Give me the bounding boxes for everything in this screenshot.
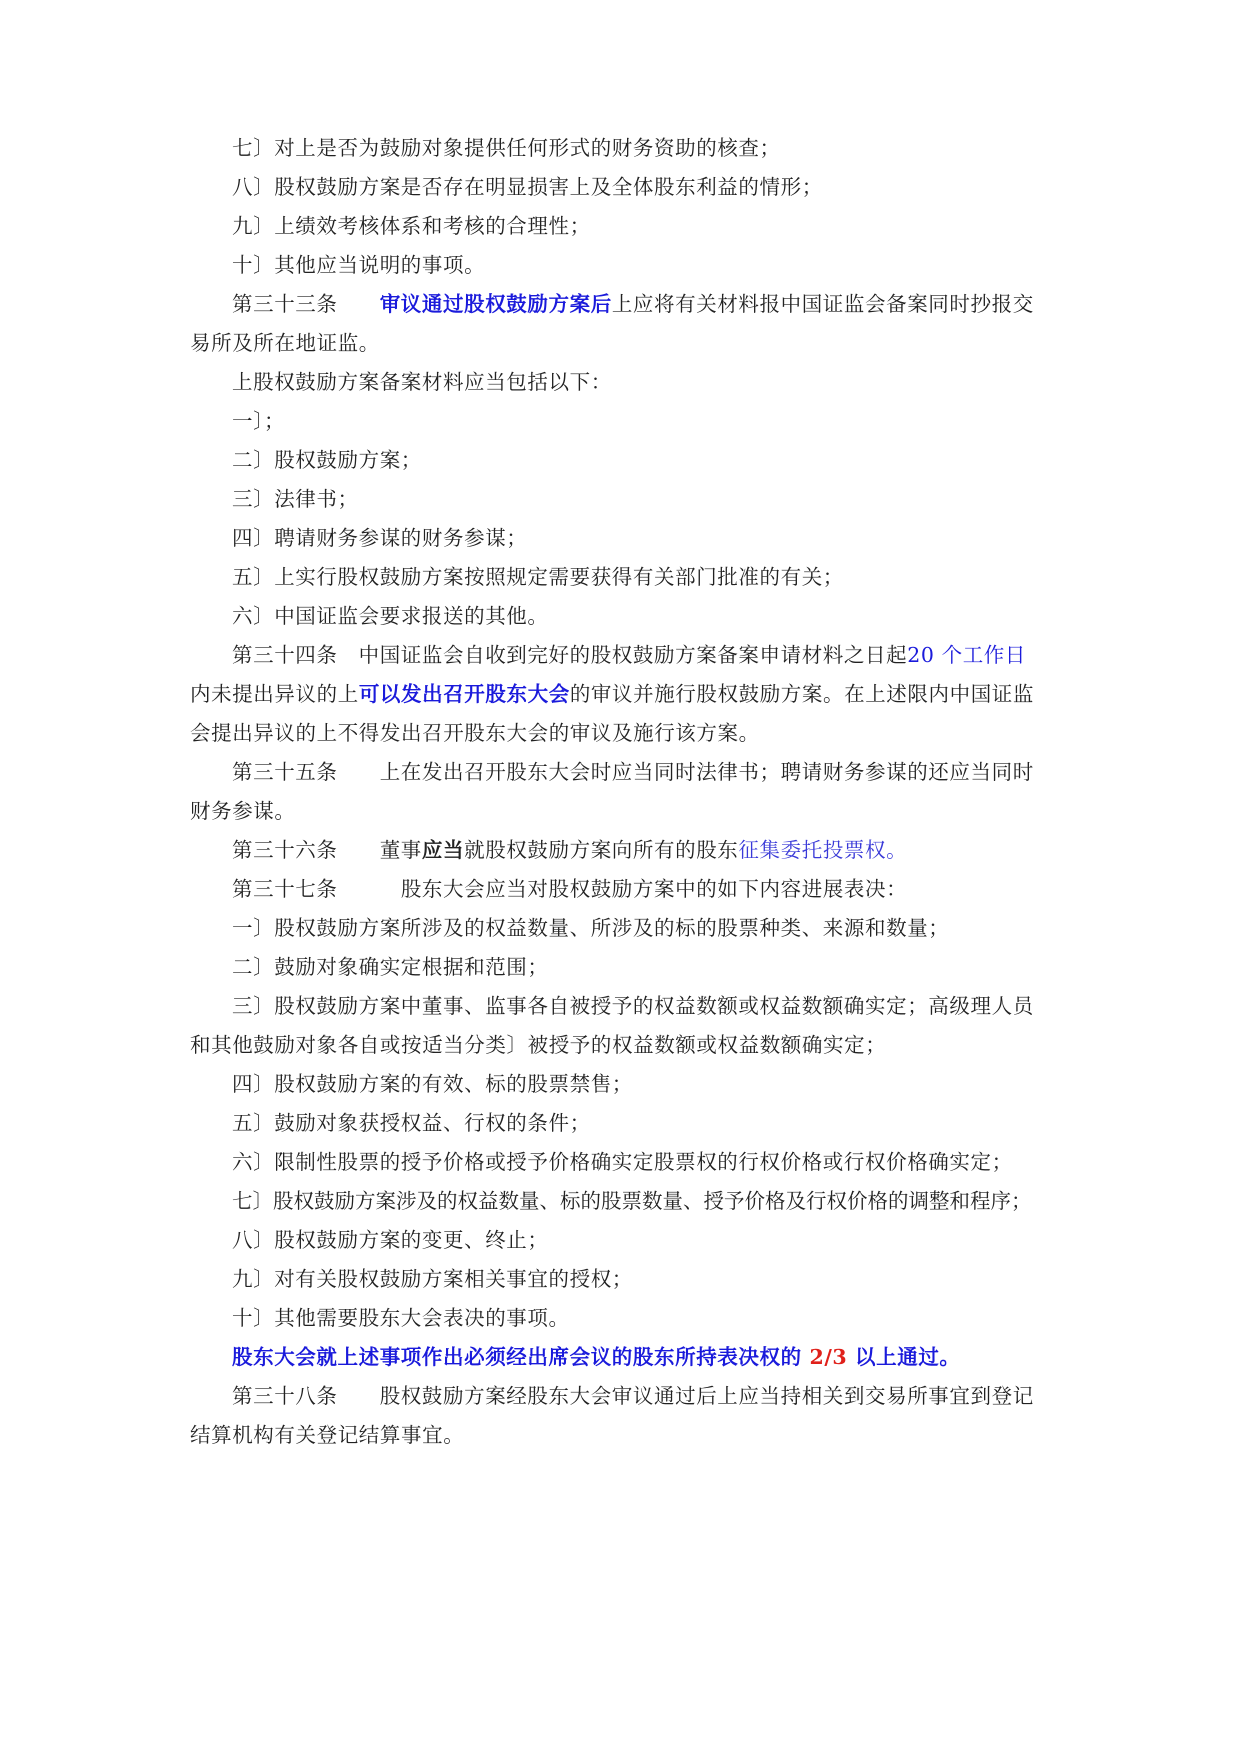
article-38-line-2: 结算机构有关登记结算事宜。: [190, 1423, 465, 1447]
article-34-text: 第三十四条 中国证监会自收到完好的股权鼓励方案备案申请材料之日起: [232, 643, 908, 667]
clause-item-10: 十〕其他应当说明的事项。: [232, 253, 486, 277]
article-36-highlight: 征集委托投票权。: [738, 838, 908, 862]
filing-item-1: 一〕；: [232, 409, 286, 433]
vote-item-7: 七〕股权鼓励方案涉及的权益数量、标的股票数量、授予价格及行权价格的调整和程序；: [232, 1189, 1032, 1213]
article-36-text-1: 董事: [379, 838, 422, 862]
article-33-line-2: 易所及所在地证监。: [190, 331, 380, 355]
article-34-line-2: [190, 681, 1034, 707]
vote-item-5: 五〕鼓励对象获授权益、行权的条件；: [232, 1111, 591, 1135]
article-38-text: 股权鼓励方案经股东大会审议通过后上应当持相关到交易所事宜到登记: [379, 1384, 1034, 1408]
article-35-line-1: [232, 759, 1034, 785]
filing-item-2: 二〕股权鼓励方案；: [232, 448, 422, 472]
article-37-number: 第三十七条: [232, 877, 338, 901]
filing-item-5: 五〕上实行股权鼓励方案按照规定需要获得有关部门批准的有关；: [232, 565, 844, 589]
article-38-line-1: [232, 1383, 1034, 1409]
filing-item-4: 四〕聘请财务参谋的财务参谋；: [232, 526, 528, 550]
article-33-highlight: 审议通过股权鼓励方案后: [379, 292, 612, 316]
article-36: [232, 837, 907, 863]
voting-threshold: [232, 1344, 961, 1370]
vote-item-3-line-1: 三〕股权鼓励方案中董事、监事各自被授予的权益数额或权益数额确实定；高级理人员: [232, 994, 1034, 1018]
article-34-days-highlight: 20 个工作日: [907, 643, 1027, 667]
vote-item-2: 二〕鼓励对象确实定根据和范围；: [232, 955, 549, 979]
vote-item-8: 八〕股权鼓励方案的变更、终止；: [232, 1228, 549, 1252]
article-33-line-1: [232, 291, 1034, 317]
vote-item-1: 一〕股权鼓励方案所涉及的权益数量、所涉及的标的股票种类、来源和数量；: [232, 916, 950, 940]
voting-threshold-ratio: 2/3: [809, 1345, 848, 1369]
article-35-text: 上在发出召开股东大会时应当同时法律书；聘请财务参谋的还应当同时: [379, 760, 1034, 784]
article-38-number: 第三十八条: [232, 1384, 338, 1408]
article-33-number: 第三十三条: [232, 292, 338, 316]
vote-item-4: 四〕股权鼓励方案的有效、标的股票禁售；: [232, 1072, 633, 1096]
article-34-text-2: 内未提出异议的上: [190, 682, 359, 706]
clause-item-8: 八〕股权鼓励方案是否存在明显损害上及全体股东利益的情形；: [232, 175, 823, 199]
voting-threshold-text: 股东大会就上述事项作出必须经出席会议的股东所持表决权的: [232, 1345, 802, 1369]
article-36-text-2: 就股权鼓励方案向所有的股东: [464, 838, 739, 862]
filing-item-3: 三〕法律书；: [232, 487, 359, 511]
article-37: [232, 876, 907, 902]
clause-item-9: 九〕上绩效考核体系和考核的合理性；: [232, 214, 591, 238]
vote-item-6: 六〕限制性股票的授予价格或授予价格确实定股票权的行权价格或行权价格确实定；: [232, 1150, 1013, 1174]
article-35-line-2: 财务参谋。: [190, 799, 296, 823]
vote-item-9: 九〕对有关股权鼓励方案相关事宜的授权；: [232, 1267, 633, 1291]
article-34-line-1: [232, 642, 1026, 668]
article-35-number: 第三十五条: [232, 760, 338, 784]
filing-item-6: 六〕中国证监会要求报送的其他。: [232, 604, 549, 628]
vote-item-3-line-2: 和其他鼓励对象各自或按适当分类〕被授予的权益数额或权益数额确实定；: [190, 1033, 887, 1057]
article-37-text: 股东大会应当对股权鼓励方案中的如下内容进展表决：: [400, 877, 908, 901]
vote-item-10: 十〕其他需要股东大会表决的事项。: [232, 1306, 570, 1330]
article-36-number: 第三十六条: [232, 838, 338, 862]
article-34-text-3: 的审议并施行股权鼓励方案。在上述限内中国证监: [569, 682, 1035, 706]
voting-threshold-text-2: 以上通过。: [855, 1345, 961, 1369]
article-33-text: 上应将有关材料报中国证监会备案同时抄报交: [611, 292, 1034, 316]
article-34-highlight: 可以发出召开股东大会: [358, 682, 570, 706]
article-36-bold: 应当: [421, 838, 465, 862]
clause-item-7: 七〕对上是否为鼓励对象提供任何形式的财务资助的核查；: [232, 136, 781, 160]
filing-materials-intro: 上股权鼓励方案备案材料应当包括以下：: [232, 370, 612, 394]
article-34-line-3: 会提出异议的上不得发出召开股东大会的审议及施行该方案。: [190, 721, 760, 745]
